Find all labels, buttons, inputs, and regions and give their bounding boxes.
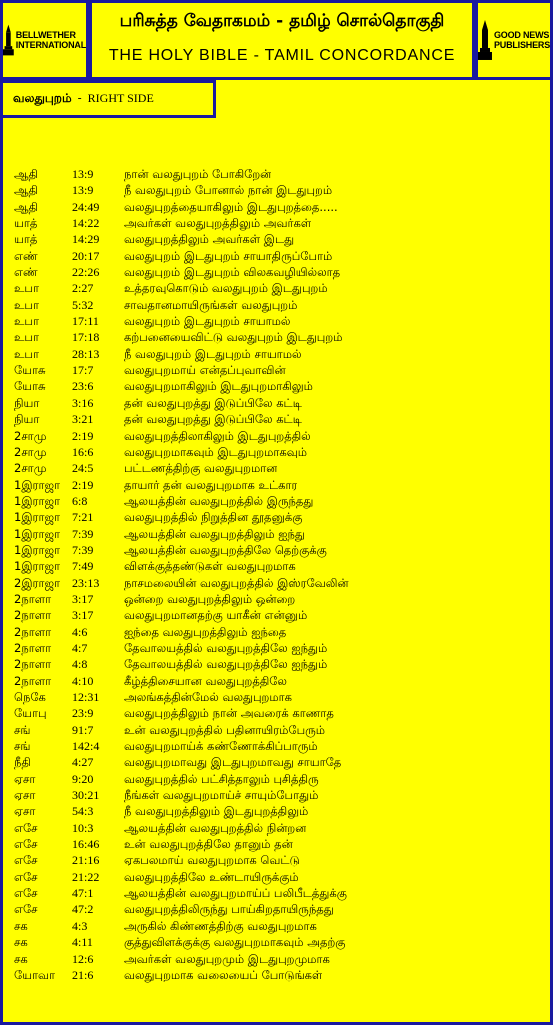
book-abbreviation: நியா: [14, 412, 40, 427]
concordance-entry: [14, 526, 544, 542]
book-abbreviation: நெகே: [14, 690, 46, 704]
verse-reference: 2:19: [72, 428, 94, 443]
verse-snippet: உன் வலதுபுறத்திலே தானும் தன்: [124, 837, 293, 852]
verse-snippet: நாசமலையின் வலதுபுறத்தில் இஸ்ரவேலின்: [124, 575, 349, 590]
book-abbreviation: எசே: [14, 902, 38, 917]
book-abbreviation: எசே: [14, 886, 38, 901]
bell-tower-icon: [3, 20, 14, 60]
concordance-entry: [14, 656, 544, 672]
verse-reference: 22:26: [72, 265, 100, 280]
book-abbreviation: ஏசா: [14, 771, 36, 786]
concordance-entry: [14, 820, 544, 836]
concordance-entry: [14, 754, 544, 770]
book-abbreviation: சக: [14, 918, 28, 933]
concordance-entry: [14, 722, 544, 738]
verse-reference: 21:6: [72, 967, 94, 982]
book-abbreviation: 2சாமு: [14, 444, 47, 459]
concordance-entry: [14, 934, 544, 950]
verse-reference: 3:21: [72, 412, 94, 427]
verse-snippet: ஆலயத்தின் வலதுபுறத்தில் நின்றன: [124, 820, 307, 835]
book-abbreviation: எசே: [14, 869, 38, 884]
concordance-entry: [14, 378, 544, 394]
book-abbreviation: 2இராஜா: [14, 575, 61, 590]
book-abbreviation: உபா: [14, 330, 39, 345]
verse-snippet: ஆலயத்தின் வலதுபுறத்தில் இருந்தது: [124, 493, 314, 508]
concordance-entry: [14, 477, 544, 493]
concordance-entry: [14, 705, 544, 721]
verse-snippet: நீ வலதுபுறம் போனால் நான் இடதுபுறம்: [124, 183, 333, 198]
book-abbreviation: யோசு: [14, 363, 46, 378]
verse-snippet: சாவதானமாயிருங்கள் வலதுபுறம்: [124, 297, 298, 312]
section-separator: -: [77, 91, 82, 105]
book-abbreviation: யோசு: [14, 379, 46, 394]
verse-snippet: ஐந்தை வலதுபுறத்திலும் ஐந்தை: [124, 624, 287, 639]
verse-reference: 17:18: [72, 330, 100, 345]
concordance-entry: [14, 313, 544, 329]
verse-reference: 7:21: [72, 510, 94, 525]
book-abbreviation: ஆதி: [14, 167, 38, 181]
concordance-entry: [14, 738, 544, 754]
concordance-entry: [14, 509, 544, 525]
book-abbreviation: 2சாமு: [14, 461, 47, 476]
verse-reference: 24:49: [72, 199, 100, 214]
concordance-entry: [14, 673, 544, 689]
concordance-entry: [14, 297, 544, 313]
verse-reference: 142:4: [72, 739, 100, 754]
title-panel: [89, 0, 475, 80]
book-abbreviation: ஆதி: [14, 199, 38, 214]
book-abbreviation: யோபு: [14, 706, 47, 721]
concordance-entry: [14, 836, 544, 852]
book-abbreviation: 2நாளா: [14, 608, 52, 623]
section-english-word: RIGHT SIDE: [87, 91, 154, 105]
verse-snippet: நீங்கள் வலதுபுறமாய்ச் சாயும்போதும்: [124, 788, 319, 803]
verse-reference: 7:39: [72, 542, 94, 557]
concordance-entry: [14, 869, 544, 885]
verse-snippet: நான் வலதுபுறம் போகிறேன்: [124, 167, 272, 181]
concordance-entry: [14, 199, 544, 215]
verse-snippet: பட்டணத்திற்கு வலதுபுறமான: [124, 461, 278, 476]
book-abbreviation: ஆதி: [14, 183, 38, 198]
verse-snippet: ஆலயத்தின் வலதுபுறத்திலே தெற்குக்கு: [124, 542, 327, 557]
verse-reference: 30:21: [72, 788, 100, 803]
concordance-entry: [14, 575, 544, 591]
publisher-logo-left: [0, 0, 89, 80]
book-abbreviation: 1இராஜா: [14, 542, 61, 557]
tower-icon: [478, 20, 492, 60]
verse-snippet: கற்பனையைவிட்டு வலதுபுறம் இடதுபுறம்: [124, 330, 343, 345]
book-abbreviation: 2நாளா: [14, 591, 52, 606]
concordance-entry: [14, 460, 544, 476]
verse-snippet: வலதுபுறமாய்க் கண்ணோக்கிப்பாரும்: [124, 739, 318, 754]
book-abbreviation: எண்: [14, 265, 38, 280]
verse-snippet: தாயார் தன் வலதுபுறமாக உட்கார: [124, 477, 298, 492]
verse-reference: 23:6: [72, 379, 94, 394]
verse-snippet: உன் வலதுபுறத்தில் பதினாயிரம்பேரும்: [124, 722, 326, 737]
verse-reference: 91:7: [72, 722, 94, 737]
book-abbreviation: எசே: [14, 820, 38, 835]
concordance-entry: [14, 329, 544, 345]
verse-snippet: ஒன்றை வலதுபுறத்திலும் ஒன்றை: [124, 591, 296, 606]
verse-reference: 12:31: [72, 690, 100, 704]
verse-reference: 47:2: [72, 902, 94, 917]
tamil-title: பரிசுத்த வேதாகமம் - தமிழ் சொல்தொகுதி: [119, 11, 445, 31]
verse-reference: 28:13: [72, 346, 100, 361]
book-abbreviation: சக: [14, 935, 28, 950]
concordance-list: [14, 166, 544, 983]
concordance-entry: [14, 901, 544, 917]
book-abbreviation: எண்: [14, 248, 38, 263]
book-abbreviation: 2சாமு: [14, 428, 47, 443]
verse-reference: 4:10: [72, 673, 94, 688]
book-abbreviation: 1இராஜா: [14, 477, 61, 492]
verse-snippet: அருகில் கிண்ணத்திற்கு வலதுபுறமாக: [124, 918, 317, 933]
concordance-entry: [14, 558, 544, 574]
book-abbreviation: 2நாளா: [14, 657, 52, 672]
concordance-entry: [14, 362, 544, 378]
concordance-entry: [14, 689, 544, 705]
concordance-entry: [14, 248, 544, 264]
verse-snippet: அவர்கள் வலதுபுறத்திலும் அவர்கள்: [124, 216, 312, 231]
concordance-entry: [14, 591, 544, 607]
concordance-entry: [14, 493, 544, 509]
verse-reference: 4:27: [72, 755, 94, 770]
verse-reference: 5:32: [72, 297, 94, 312]
verse-snippet: தேவாலயத்தில் வலதுபுறத்திலே ஐந்தும்: [124, 640, 328, 655]
concordance-entry: [14, 771, 544, 787]
verse-reference: 3:17: [72, 608, 94, 623]
verse-snippet: வலதுபுறமாக வலையைப் போடுங்கள்: [124, 967, 323, 982]
concordance-entry: [14, 640, 544, 656]
verse-reference: 4:3: [72, 918, 88, 933]
verse-reference: 12:6: [72, 951, 94, 966]
section-heading: [13, 91, 154, 107]
verse-reference: 14:29: [72, 232, 100, 247]
verse-snippet: வலதுபுறம் இடதுபுறம் சாயாமல்: [124, 314, 291, 329]
verse-snippet: தேவாலயத்தில் வலதுபுறத்திலே ஐந்தும்: [124, 657, 328, 672]
verse-reference: 10:3: [72, 820, 94, 835]
book-abbreviation: சங்: [14, 722, 31, 737]
verse-snippet: ஆலயத்தின் வலதுபுறமாய்ப் பலிபீடத்துக்கு: [124, 886, 347, 901]
verse-snippet: வலதுபுறம் இடதுபுறம் விலகவழியில்லாத: [124, 265, 341, 280]
verse-reference: 23:9: [72, 706, 94, 721]
verse-snippet: தன் வலதுபுறத்து இடுப்பிலே கட்டி: [124, 412, 302, 427]
book-abbreviation: யோவா: [14, 967, 56, 982]
book-abbreviation: உபா: [14, 297, 39, 312]
verse-snippet: வலதுபுறமாய் என்தப்புவாவின்: [124, 363, 286, 378]
verse-reference: 21:22: [72, 869, 100, 884]
concordance-entry: [14, 411, 544, 427]
section-heading-box: [0, 80, 216, 118]
concordance-entry: [14, 280, 544, 296]
verse-snippet: கீழ்த்திசையான வலதுபுறத்திலே: [124, 673, 287, 688]
book-abbreviation: சங்: [14, 739, 31, 754]
verse-reference: 47:1: [72, 886, 94, 901]
verse-snippet: விளக்குத்தண்டுகள் வலதுபுறமாக: [124, 559, 296, 574]
book-abbreviation: 1இராஜா: [14, 510, 61, 525]
english-title: THE HOLY BIBLE - TAMIL CONCORDANCE: [108, 47, 456, 64]
verse-snippet: வலதுபுறமாவது இடதுபுறமாவது சாயாதே: [124, 755, 342, 770]
verse-reference: 16:46: [72, 837, 100, 852]
verse-snippet: வலதுபுறத்தில் பட்சித்தாலும் புசித்திரு: [124, 771, 319, 786]
verse-reference: 7:49: [72, 559, 94, 574]
verse-reference: 7:39: [72, 526, 94, 541]
book-abbreviation: 2நாளா: [14, 624, 52, 639]
logo-right-text: GOOD NEWS PUBLISHERS: [493, 30, 550, 50]
verse-reference: 13:9: [72, 183, 94, 198]
concordance-entry: [14, 346, 544, 362]
verse-reference: 20:17: [72, 248, 100, 263]
concordance-entry: [14, 428, 544, 444]
concordance-entry: [14, 951, 544, 967]
verse-snippet: வலதுபுறமாகவும் இடதுபுறமாகவும்: [124, 444, 308, 459]
book-abbreviation: ஏசா: [14, 804, 36, 819]
verse-snippet: வலதுபுறம் இடதுபுறம் சாயாதிருப்போம்: [124, 248, 333, 263]
concordance-entry: [14, 787, 544, 803]
concordance-entry: [14, 264, 544, 280]
verse-reference: 3:17: [72, 591, 94, 606]
verse-snippet: நீ வலதுபுறம் இடதுபுறம் சாயாமல்: [124, 346, 302, 361]
verse-reference: 4:6: [72, 624, 88, 639]
verse-snippet: வலதுபுறத்தில் நிறுத்தின தூதனுக்கு: [124, 510, 303, 525]
verse-reference: 16:6: [72, 444, 94, 459]
concordance-entry: [14, 803, 544, 819]
verse-reference: 4:11: [72, 935, 93, 950]
verse-reference: 4:8: [72, 657, 88, 672]
concordance-entry: [14, 166, 544, 182]
book-abbreviation: யாத்: [14, 216, 38, 231]
verse-snippet: வலதுபுறத்திலிருந்து பாய்கிறதாயிருந்தது: [124, 902, 334, 917]
verse-reference: 24:5: [72, 461, 94, 476]
verse-snippet: வலதுபுறத்திலும் அவர்கள் இடது: [124, 232, 295, 247]
section-tamil-word: வலதுபுறம்: [13, 91, 72, 105]
book-abbreviation: 1இராஜா: [14, 493, 61, 508]
book-abbreviation: எசே: [14, 837, 38, 852]
verse-snippet: தன் வலதுபுறத்து இடுப்பிலே கட்டி: [124, 395, 302, 410]
concordance-entry: [14, 918, 544, 934]
book-abbreviation: உபா: [14, 281, 39, 296]
logo-left-text: BELLWETHER INTERNATIONAL: [15, 30, 86, 50]
publisher-logo-right: [475, 0, 553, 80]
book-abbreviation: 1இராஜா: [14, 526, 61, 541]
book-abbreviation: யாத்: [14, 232, 38, 247]
verse-reference: 17:11: [72, 314, 99, 329]
verse-snippet: நீ வலதுபுறத்திலும் இடதுபுறத்திலும்: [124, 804, 309, 819]
verse-reference: 17:7: [72, 363, 94, 378]
concordance-entry: [14, 444, 544, 460]
concordance-entry: [14, 885, 544, 901]
verse-snippet: உத்தரவுகொடும் வலதுபுறம் இடதுபுறம்: [124, 281, 328, 296]
book-abbreviation: நியா: [14, 395, 40, 410]
concordance-entry: [14, 182, 544, 198]
concordance-entry: [14, 215, 544, 231]
verse-snippet: வலதுபுறத்திலும் நான் அவரைக் காணாத: [124, 706, 334, 721]
verse-reference: 21:16: [72, 853, 100, 868]
concordance-entry: [14, 852, 544, 868]
concordance-entry: [14, 624, 544, 640]
concordance-entry: [14, 607, 544, 623]
book-abbreviation: 1இராஜா: [14, 559, 61, 574]
verse-snippet: அவர்கள் வலதுபுறமும் இடதுபுறமுமாக: [124, 951, 330, 966]
concordance-entry: [14, 395, 544, 411]
verse-reference: 2:27: [72, 281, 94, 296]
concordance-entry: [14, 967, 544, 983]
verse-reference: 3:16: [72, 395, 94, 410]
verse-reference: 13:9: [72, 167, 94, 181]
verse-snippet: குத்துவிளக்குக்கு வலதுபுறமாகவும் அதற்கு: [124, 935, 346, 950]
verse-snippet: ஏகபலமாய் வலதுபுறமாக வெட்டு: [124, 853, 300, 868]
book-abbreviation: நீதி: [14, 755, 31, 770]
verse-snippet: வலதுபுறமாகிலும் இடதுபுறமாகிலும்: [124, 379, 313, 394]
verse-reference: 4:7: [72, 640, 88, 655]
concordance-entry: [14, 231, 544, 247]
book-abbreviation: எசே: [14, 853, 38, 868]
verse-snippet: ஆலயத்தின் வலதுபுறத்திலும் ஐந்து: [124, 526, 305, 541]
verse-snippet: வலதுபுறமானதற்கு யாகீன் என்னும்: [124, 608, 308, 623]
verse-snippet: அலங்கத்தின்மேல் வலதுபுறமாக: [124, 690, 292, 704]
book-abbreviation: 2நாளா: [14, 673, 52, 688]
verse-reference: 23:13: [72, 575, 100, 590]
verse-snippet: வலதுபுறத்திலாகிலும் இடதுபுறத்தில்: [124, 428, 311, 443]
concordance-entry: [14, 542, 544, 558]
verse-snippet: வலதுபுறத்தையாகிலும் இடதுபுறத்தை.....: [124, 199, 338, 214]
book-abbreviation: சக: [14, 951, 28, 966]
book-abbreviation: உபா: [14, 346, 39, 361]
verse-reference: 2:19: [72, 477, 94, 492]
book-abbreviation: உபா: [14, 314, 39, 329]
verse-snippet: வலதுபுறத்திலே உண்டாயிருக்கும்: [124, 869, 299, 884]
book-abbreviation: 2நாளா: [14, 640, 52, 655]
verse-reference: 54:3: [72, 804, 94, 819]
verse-reference: 9:20: [72, 771, 94, 786]
book-abbreviation: ஏசா: [14, 788, 36, 803]
verse-reference: 14:22: [72, 216, 100, 231]
verse-reference: 6:8: [72, 493, 88, 508]
